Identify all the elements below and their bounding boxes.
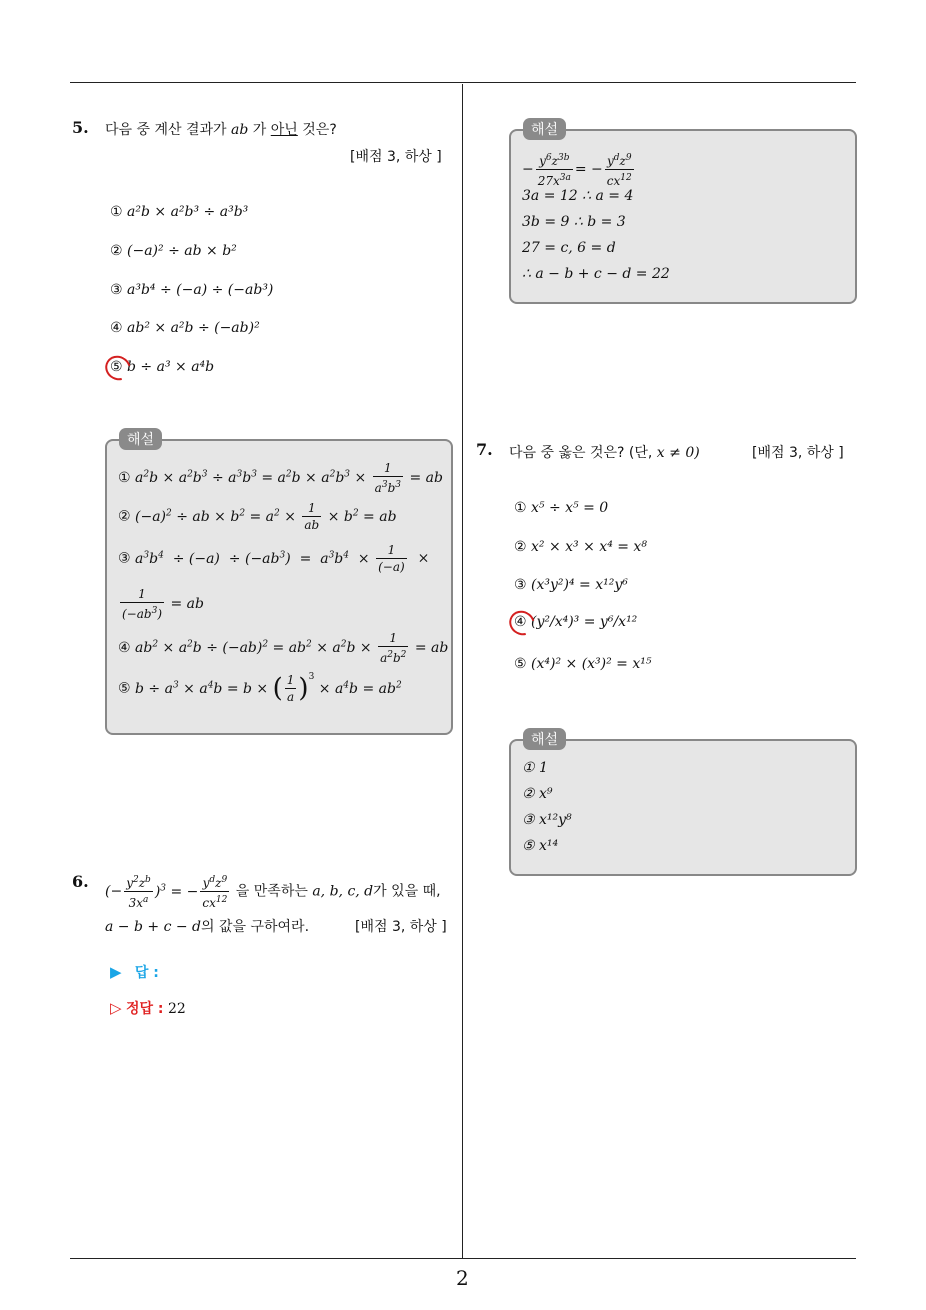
q7-solution-line-2: ② x⁹: [522, 786, 553, 802]
q6-solution-line-2: 3b = 9 ∴ b = 3: [522, 214, 626, 230]
q7-choice-1[interactable]: [514, 500, 608, 516]
q5-question: [105, 119, 337, 139]
q7-question: [509, 442, 700, 462]
choice-expr: b ÷ a³ × a⁴b: [127, 359, 215, 375]
q6-question-line-2: [105, 916, 309, 936]
choice-expr: a²b × a²b³ ÷ a³b³: [127, 204, 249, 220]
q5-solution-line-6: ⑤ $b \div a^3 \times a^4b = b$ × ( $\frac{1}{a}$ )$^3 \times a^4b = ab^2$: [118, 672, 402, 704]
choice-expr: ab² × a²b ÷ (−ab)²: [127, 320, 260, 336]
column-divider: [462, 84, 463, 1259]
q6-line2-expr: a − b + c − d: [105, 919, 202, 935]
q7-choice-5[interactable]: [514, 656, 652, 672]
q5-solution-line-1: ① $a^2b \times a^2b^3 \div a^3b^3 = a^2b \times a^2b^3$ × $\frac{1}{a^3b^3}$ = ab: [118, 461, 443, 495]
choice-number: ②: [110, 243, 123, 259]
q7-choice-3[interactable]: [514, 577, 628, 593]
q5-text-mid: 가: [252, 122, 267, 138]
choice-number: ②: [514, 539, 527, 555]
q6-score: [배점 3, 하상 ]: [355, 919, 447, 935]
q6-correct-row: [110, 998, 186, 1018]
q5-score: [배점 3, 하상 ]: [350, 149, 442, 165]
q6-solution-first: − $\frac{y^6z^{3b}}{27x^{3a}}$ = − $\frac{y^dz^9}{cx^{12}}$: [522, 150, 636, 189]
choice-number: ①: [110, 204, 123, 220]
choice-number: ④: [514, 614, 527, 630]
q6-solution-line-4: ∴ a − b + c − d = 22: [522, 266, 670, 282]
q6-correct-value: 22: [167, 1001, 186, 1017]
q5-text-var: ab: [231, 122, 249, 138]
choice-number: ④: [110, 320, 123, 336]
q6-solution-line-3: 27 = c, 6 = d: [522, 240, 616, 256]
q5-text-under: 아닌: [270, 122, 298, 138]
correct-arrow-icon: ▷: [110, 999, 122, 1017]
q5-solution-tag: 해설: [119, 428, 162, 450]
q7-solution-line-1: ① 1: [522, 760, 548, 776]
choice-expr: (x⁴)² × (x³)² = x¹⁵: [531, 656, 652, 672]
q7-score: [배점 3, 하상 ]: [752, 445, 844, 461]
choice-expr: (−a)² ÷ ab × b²: [127, 243, 237, 259]
q5-text-pre: 다음 중 계산 결과가: [105, 122, 227, 138]
q6-answer-row: [110, 962, 159, 982]
q5-solution-line-5: ④ $ab^2 \times a^2b \div (-ab)^2 = ab^2 \times a^2b$ × $\frac{1}{a^2b^2}$ = ab: [118, 631, 449, 665]
q7-answer-mark: [505, 606, 540, 640]
choice-expr: x² × x³ × x⁴ = x⁸: [531, 539, 647, 555]
q5-solution-line-2: ② $(-a)^2$ ÷ ab × $b^2 = a^2$ × $\frac{1}{ab}$ × $b^2$ = ab: [118, 501, 397, 532]
q6-correct-label: 정답 :: [126, 1001, 164, 1017]
bottom-rule: [70, 1258, 856, 1259]
q7-condition: x ≠ 0): [656, 445, 700, 461]
q5-choice-2[interactable]: [110, 243, 237, 259]
q7-number: 7.: [476, 440, 493, 459]
q5-number: 5.: [72, 118, 89, 137]
q7-solution-tag: 해설: [523, 728, 566, 750]
q5-solution-line-3: ③ $a^3b^4 \div (-a) \div (-ab^3) = a^3b^4$ × $\frac{1}{(-a)}$ ×: [118, 543, 430, 574]
q7-solution-line-4: ⑤ x¹⁴: [522, 838, 559, 854]
q7-solution-line-3: ③ x¹²y⁸: [522, 812, 572, 828]
q6-text-tail1: 을 만족하는: [235, 883, 308, 900]
q7-text: 다음 중 옳은 것은? (단,: [509, 445, 653, 461]
choice-expr: (x³y²)⁴ = x¹²y⁶: [531, 577, 628, 593]
q5-answer-mark: [101, 351, 136, 385]
page-number: 2: [456, 1266, 469, 1290]
choice-number: ⑤: [110, 359, 123, 375]
q6-vars: a, b, c, d: [312, 883, 374, 900]
q5-text-post: 것은?: [302, 122, 337, 138]
q6-text-tail2: 가 있을 때,: [373, 883, 441, 900]
q5-choice-4[interactable]: [110, 320, 260, 336]
q6-solution-line-1: 3a = 12 ∴ a = 4: [522, 188, 634, 204]
q6-answer-label: 답 :: [134, 965, 159, 981]
choice-expr: x⁵ ÷ x⁵ = 0: [531, 500, 609, 516]
q5-choice-1[interactable]: [110, 204, 248, 220]
answer-arrow-icon: ▶: [110, 963, 122, 981]
choice-number: ①: [514, 500, 527, 516]
top-rule: [70, 82, 856, 83]
choice-expr: a³b⁴ ÷ (−a) ÷ (−ab³): [127, 282, 274, 298]
q5-solution-line-4: $\frac{1}{(-ab^3)}$ = ab: [122, 587, 204, 621]
q6-question-line-1: (− $\frac{y^2z^b}{3x^a}$ )$^3$ = − $\frac{y^dz^9}{cx^{12}}$ 을 만족하는 a, b, c, d가 있을 때,: [105, 872, 441, 911]
q7-choice-2[interactable]: [514, 539, 647, 555]
choice-number: ⑤: [514, 656, 527, 672]
q6-solution-tag: 해설: [523, 118, 566, 140]
q5-choice-3[interactable]: [110, 282, 273, 298]
choice-expr: (y²/x⁴)³ = y⁶/x¹²: [531, 614, 638, 630]
q6-line2-text: 의 값을 구하여라.: [201, 919, 310, 935]
choice-number: ③: [110, 282, 123, 298]
choice-number: ③: [514, 577, 527, 593]
q6-number: 6.: [72, 872, 89, 891]
q7-solution-box: [509, 739, 857, 876]
